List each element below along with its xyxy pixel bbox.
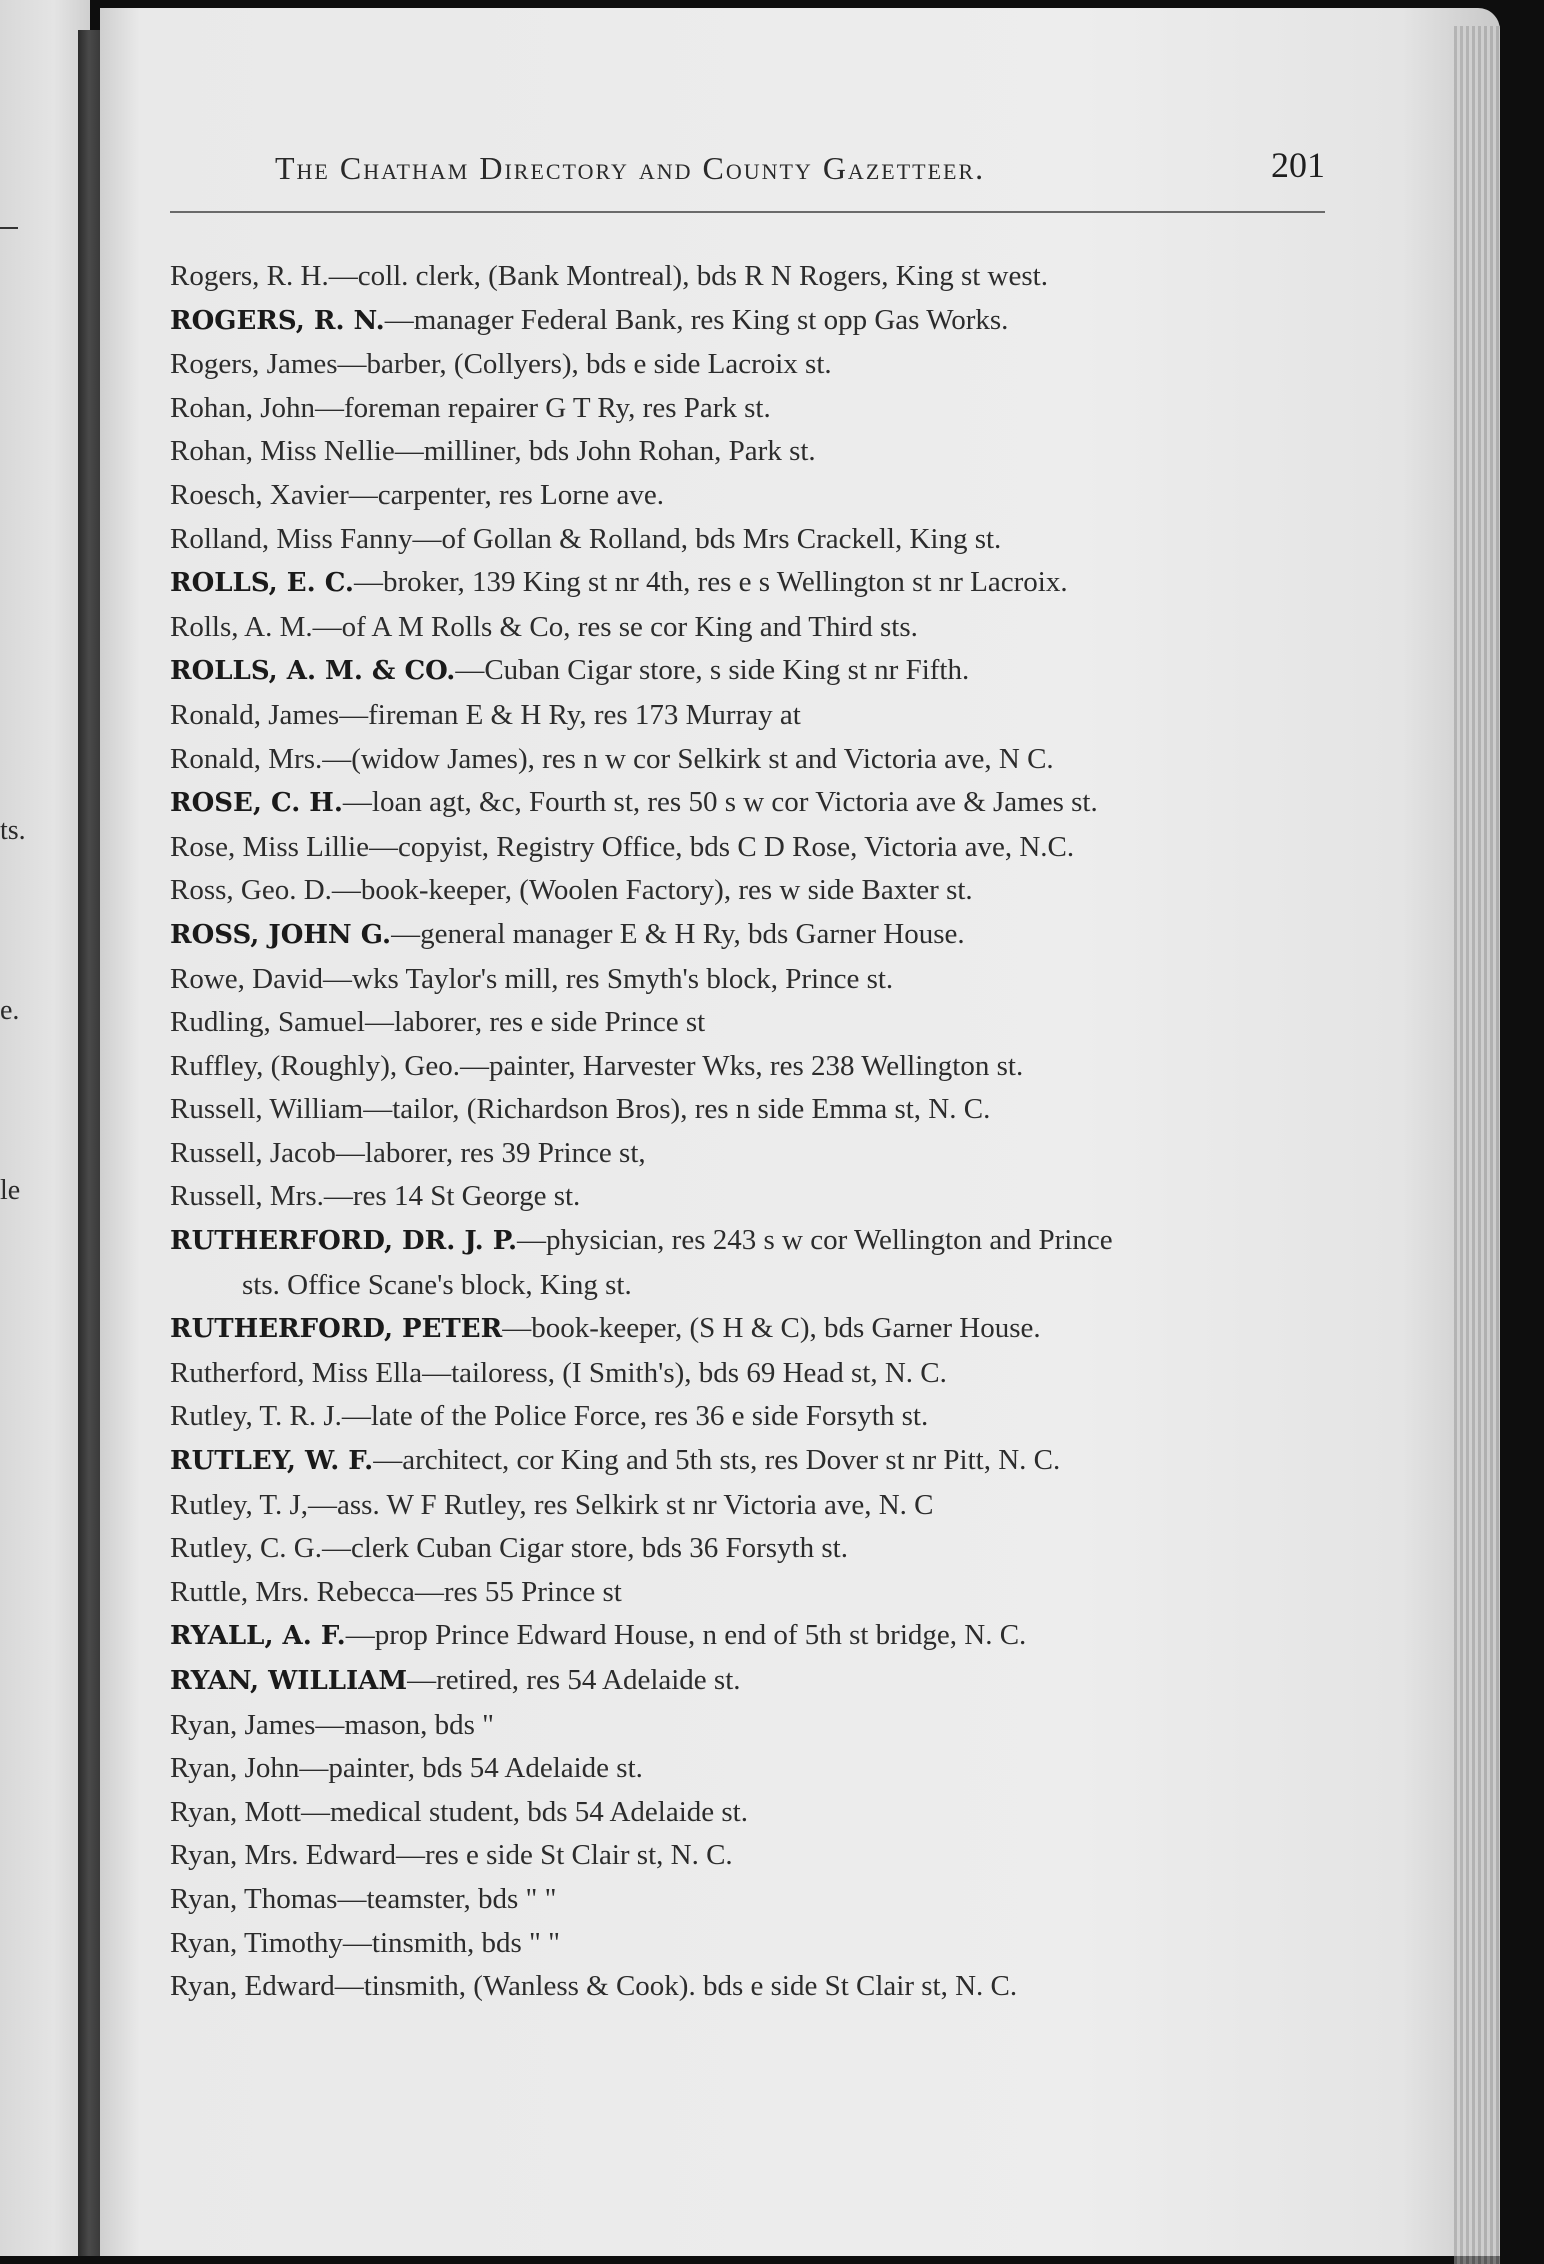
entry-text: —architect, cor King and 5th sts, res Dover st nr Pitt, N. C. xyxy=(373,1444,1061,1477)
entry-text: Ryan, Mott—medical student, bds 54 Adelaide st. xyxy=(170,1795,748,1828)
page-number: 201 xyxy=(1271,145,1325,185)
directory-entry xyxy=(170,1132,1340,1176)
directory-entry xyxy=(170,474,1340,518)
entry-name-bold: RUTLEY, W. F. xyxy=(170,1446,374,1477)
entry-text: —retired, res 54 Adelaide st. xyxy=(407,1664,741,1696)
entry-name-bold: ROLLS, E. C. xyxy=(170,568,354,599)
directory-entry xyxy=(170,1088,1340,1132)
directory-entry xyxy=(170,1704,1340,1748)
running-head xyxy=(180,145,1325,210)
entry-text: Rohan, John—foreman repairer G T Ry, res Park st. xyxy=(170,391,771,424)
entry-text: Ryan, Mrs. Edward—res e side St Clair st, N. C. xyxy=(170,1839,733,1872)
entry-text: Russell, William—tailor, (Richardson Bros), res n side Emma st, N. C. xyxy=(170,1093,991,1126)
directory-entry xyxy=(170,649,1340,694)
directory-entry xyxy=(170,1571,1340,1615)
entry-text: —Cuban Cigar store, s side King st nr Fifth. xyxy=(455,654,970,687)
directory-entry xyxy=(170,387,1340,431)
facing-page-dash xyxy=(0,227,18,229)
entry-name-bold: ROSE, C. H. xyxy=(170,788,343,819)
directory-entry xyxy=(170,1352,1340,1396)
directory-entry xyxy=(170,1307,1340,1352)
directory-entry xyxy=(170,1747,1340,1791)
directory-entry xyxy=(170,1175,1340,1219)
entry-text: Russell, Jacob—laborer, res 39 Prince st, xyxy=(170,1136,646,1169)
header-rule xyxy=(170,211,1325,213)
directory-entry xyxy=(170,1001,1340,1045)
directory-entry xyxy=(170,561,1340,606)
entry-text: Rudling, Samuel—laborer, res e side Prince st xyxy=(170,1006,706,1039)
directory-entry xyxy=(170,1659,1340,1704)
entry-text: Rutley, T. J,—ass. W F Rutley, res Selkirk st nr Victoria ave, N. C xyxy=(170,1488,934,1521)
entry-name-bold: ROGERS, R. N. xyxy=(170,305,385,336)
directory-entry xyxy=(170,738,1340,782)
directory-entry xyxy=(170,1219,1340,1264)
directory-entry xyxy=(170,1614,1340,1659)
entry-text: Rolls, A. M.—of A M Rolls & Co, res se cor King and Third sts. xyxy=(170,610,918,643)
entry-text: Rutley, T. R. J.—late of the Police Force, res 36 e side Forsyth st. xyxy=(170,1400,929,1433)
entry-text: Rutherford, Miss Ella—tailoress, (I Smith's), bds 69 Head st, N. C. xyxy=(170,1356,947,1389)
entry-text: Ryan, John—painter, bds 54 Adelaide st. xyxy=(170,1752,643,1785)
directory-entry xyxy=(170,343,1340,387)
directory-entry xyxy=(170,430,1340,474)
directory-entry xyxy=(170,255,1340,299)
entry-text: Roesch, Xavier—carpenter, res Lorne ave. xyxy=(170,478,665,511)
entry-text: —book-keeper, (S H & C), bds Garner House. xyxy=(502,1312,1041,1345)
directory-entry xyxy=(170,1834,1340,1878)
facing-page-fragment: ts. xyxy=(0,815,26,846)
entry-text: Rolland, Miss Fanny—of Gollan & Rolland, bds Mrs Crackell, King st. xyxy=(170,522,1002,555)
book-spine xyxy=(78,30,100,2256)
entry-text: Ronald, James—fireman E & H Ry, res 173 Murray at xyxy=(170,698,801,731)
entry-text: Ruttle, Mrs. Rebecca—res 55 Prince st xyxy=(170,1575,622,1608)
entry-name-bold: RYALL, A. F. xyxy=(170,1621,346,1652)
entry-text: Ryan, Timothy—tinsmith, bds " " xyxy=(170,1926,560,1959)
page-title: The Chatham Directory and County Gazetteer. xyxy=(275,150,986,186)
directory-entry xyxy=(170,1965,1340,2009)
directory-entry xyxy=(170,518,1340,562)
directory-entry xyxy=(170,1439,1340,1484)
facing-page-fragment: le xyxy=(0,1175,21,1206)
entry-text: Ryan, Edward—tinsmith, (Wanless & Cook). bds e side St Clair st, N. C. xyxy=(170,1970,1018,2003)
facing-page-edge xyxy=(0,0,90,2256)
entry-text: Rutley, C. G.—clerk Cuban Cigar store, bds 36 Forsyth st. xyxy=(170,1532,848,1565)
entry-text: —general manager E & H Ry, bds Garner House. xyxy=(391,917,965,950)
entry-text: Ruffley, (Roughly), Geo.—painter, Harvester Wks, res 238 Wellington st. xyxy=(170,1049,1024,1082)
directory-entry xyxy=(170,958,1340,1002)
entry-text: Russell, Mrs.—res 14 St George st. xyxy=(170,1180,581,1213)
entry-text: Rowe, David—wks Taylor's mill, res Smyth's block, Prince st. xyxy=(170,962,894,995)
entry-name-bold: RYAN, WILLIAM xyxy=(170,1666,408,1696)
directory-entry xyxy=(170,1484,1340,1528)
entry-text: Ronald, Mrs.—(widow James), res n w cor Selkirk st and Victoria ave, N C. xyxy=(170,742,1054,775)
entry-text: Rohan, Miss Nellie—milliner, bds John Rohan, Park st. xyxy=(170,435,816,468)
directory-entry xyxy=(170,869,1340,913)
directory-entry xyxy=(170,1527,1340,1571)
entry-text: —manager Federal Bank, res King st opp Gas Works. xyxy=(384,303,1009,336)
entry-text: Ryan, Thomas—teamster, bds " " xyxy=(170,1882,557,1915)
directory-entries xyxy=(170,255,1340,2009)
entry-text: sts. Office Scane's block, King st. xyxy=(242,1268,632,1301)
entry-text: —physician, res 243 s w cor Wellington and Prince xyxy=(517,1224,1113,1257)
entry-text: Rogers, James—barber, (Collyers), bds e side Lacroix st. xyxy=(170,348,832,381)
directory-entry xyxy=(170,913,1340,958)
entry-text: Ryan, James—mason, bds " xyxy=(170,1708,495,1741)
entry-text: —loan agt, &c, Fourth st, res 50 s w cor Victoria ave & James st. xyxy=(342,786,1098,819)
directory-entry xyxy=(170,299,1340,344)
facing-page-fragment: e. xyxy=(0,995,20,1026)
directory-entry xyxy=(170,694,1340,738)
directory-entry xyxy=(170,1045,1340,1089)
directory-entry xyxy=(170,606,1340,650)
entry-text: —broker, 139 King st nr 4th, res e s Wellington st nr Lacroix. xyxy=(353,566,1068,599)
directory-entry xyxy=(170,1264,1340,1308)
directory-entry xyxy=(170,1395,1340,1439)
entry-text: —prop Prince Edward House, n end of 5th st bridge, N. C. xyxy=(345,1619,1027,1652)
entry-name-bold: ROLLS, A. M. & CO. xyxy=(170,656,456,687)
directory-entry xyxy=(170,781,1340,826)
directory-entry xyxy=(170,1878,1340,1922)
directory-entry xyxy=(170,826,1340,870)
entry-text: Rose, Miss Lillie—copyist, Registry Office, bds C D Rose, Victoria ave, N.C. xyxy=(170,830,1075,863)
entry-text: Rogers, R. H.—coll. clerk, (Bank Montreal), bds R N Rogers, King st west. xyxy=(170,260,1048,292)
page-edge xyxy=(1454,26,1500,2264)
entry-name-bold: RUTHERFORD, PETER xyxy=(170,1314,503,1345)
entry-name-bold: RUTHERFORD, DR. J. P. xyxy=(170,1226,518,1257)
directory-entry xyxy=(170,1922,1340,1966)
entry-text: Ross, Geo. D.—book-keeper, (Woolen Factory), res w side Baxter st. xyxy=(170,874,973,907)
entry-name-bold: ROSS, JOHN G. xyxy=(170,919,392,950)
directory-entry xyxy=(170,1791,1340,1835)
